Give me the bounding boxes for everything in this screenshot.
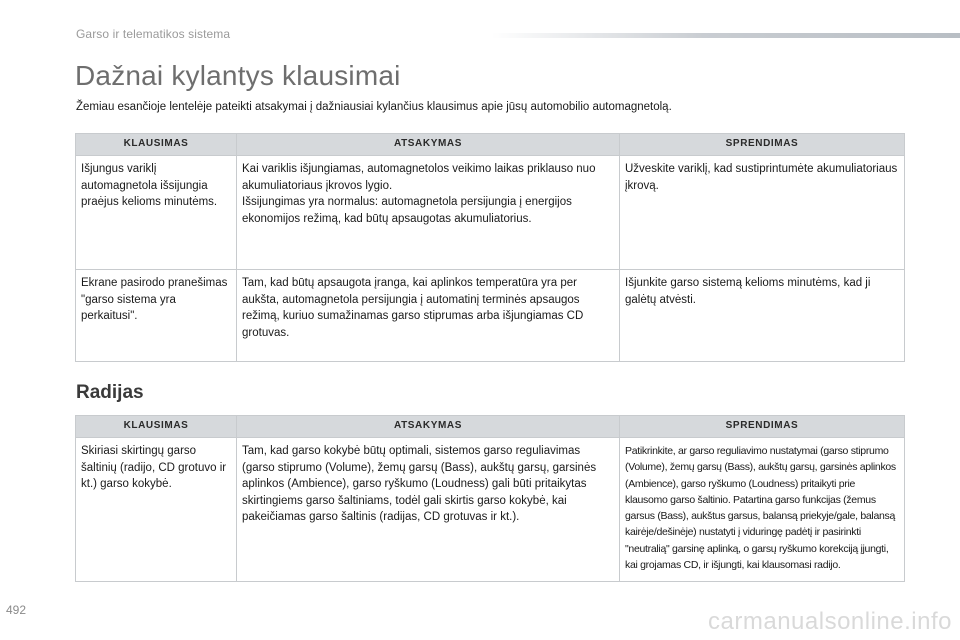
- table-row: [76, 156, 905, 270]
- column-header-solution: SPRENDIMAS: [620, 134, 905, 156]
- question-cell: Ekrane pasirodo pranešimas "garso sistema yra perkaitusi".: [76, 270, 237, 362]
- table-header-row: [76, 416, 905, 438]
- answer-paragraph: Tam, kad būtų apsaugota įranga, kai aplinkos temperatūra yra per aukšta, automagnetola persijungia į automatinį terminės apsaugos režimą, kuriuo sumažinamas garso stiprumas arba išjungiamas CD grotuvas.: [242, 277, 584, 339]
- question-cell: Skiriasi skirtingų garso šaltinių (radijo, CD grotuvo ir kt.) garso kokybė.: [76, 438, 237, 582]
- answer-paragraph: Kai variklis išjungiamas, automagnetolos veikimo laikas priklauso nuo akumuliatoriaus įkrovos lygio.: [242, 163, 596, 192]
- solution-cell: Išjunkite garso sistemą kelioms minutėms, kad ji galėtų atvėsti.: [620, 270, 905, 362]
- faq-table: [75, 133, 905, 362]
- column-header-answer: ATSAKYMAS: [237, 416, 620, 438]
- header-divider: [492, 33, 960, 38]
- column-header-question: KLAUSIMAS: [76, 416, 237, 438]
- section-header: Garso ir telematikos sistema: [76, 27, 231, 41]
- radio-table: [75, 415, 905, 582]
- answer-paragraph: Išsijungimas yra normalus: automagnetola persijungia į energijos ekonomijos režimą, kad būtų apsaugotas akumuliatorius.: [242, 196, 572, 225]
- question-cell: Išjungus variklį automagnetola išsijungia praėjus kelioms minutėms.: [76, 156, 237, 270]
- answer-cell: [237, 438, 620, 582]
- answer-cell: [237, 156, 620, 270]
- page-number: 492: [6, 603, 27, 617]
- solution-cell: Užveskite variklį, kad sustiprintumėte akumuliatoriaus įkrovą.: [620, 156, 905, 270]
- answer-paragraph: Tam, kad garso kokybė būtų optimali, sistemos garso reguliavimas (garso stiprumo (Volume), žemų garsų (Bass), aukštų garsų, garsinės aplinkos (Ambience), garso ryškumo (Loudness) gali būti pritaikytas skirtingiems garso šaltiniams, todėl gali skirtis garso kokybė, kai pakeičiamas garso šaltinis (radijas, CD grotuvas ir kt.).: [242, 445, 597, 523]
- table-row: [76, 270, 905, 362]
- column-header-solution: SPRENDIMAS: [620, 416, 905, 438]
- radio-section-title: Radijas: [76, 382, 144, 403]
- table-row: [76, 438, 905, 582]
- column-header-question: KLAUSIMAS: [76, 134, 237, 156]
- solution-cell: Patikrinkite, ar garso reguliavimo nustatymai (garso stiprumo (Volume), žemų garsų (Bass), aukštų garsų, garsinės aplinkos (Ambience), garso ryškumo (Loudness) pritaikyti prie klausomo garso šaltinio. Patartina garso funkcijas (žemus garsus (Bass), aukštus garsus, balansą priekyje/gale, balansą kairėje/dešinėje) nustatyti į viduringę padėtį ir pasirinkti "neutralią" garsinę aplinką, o garsų ryškumo korekciją įjungti, kai grojamas CD, ir išjungti, kai klausomasi radijo.: [620, 438, 905, 582]
- page-title: Dažnai kylantys klausimai: [75, 60, 401, 91]
- table-header-row: [76, 134, 905, 156]
- intro-text: Žemiau esančioje lentelėje pateikti atsakymai į dažniausiai kylančius klausimus apie jūsų automobilio automagnetolą.: [76, 101, 672, 113]
- column-header-answer: ATSAKYMAS: [237, 134, 620, 156]
- answer-cell: [237, 270, 620, 362]
- watermark: carmanualsonline.info: [708, 608, 952, 635]
